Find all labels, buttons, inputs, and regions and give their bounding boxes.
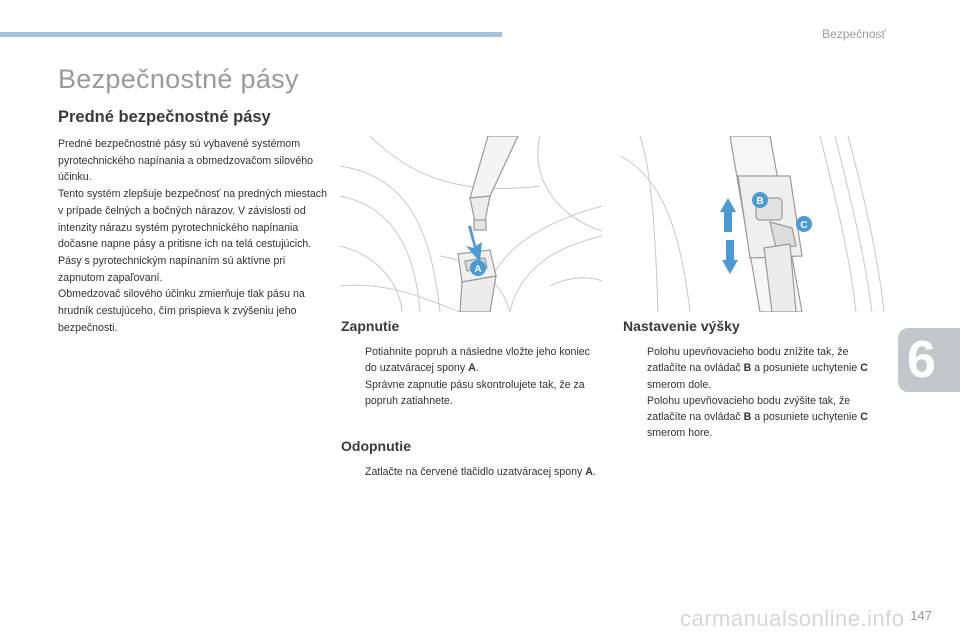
- buckle-illustration: [340, 136, 602, 312]
- chapter-tab: [898, 328, 960, 392]
- label-a-badge: [470, 260, 486, 276]
- section-name: Bezpečnosť: [822, 27, 886, 41]
- intro-paragraph: Obmedzovač silového účinku zmierňuje tlak pásu na hrudník cestujúceho, čím prispieva k zvýšeniu jeho bezpečnosti.: [58, 288, 305, 334]
- buckle-drawing: [340, 136, 602, 312]
- page-title: Bezpečnostné pásy: [58, 64, 299, 94]
- list-item-text: Polohu upevňovacieho bodu zvýšite tak, že zatlačíte na ovládač: [647, 394, 851, 424]
- list-item-text: Zatlačte na červené tlačidlo uzatváracej spony: [365, 466, 586, 479]
- list-item-mid: a posuniete uchytenie: [751, 411, 861, 424]
- list-item: [341, 377, 601, 409]
- list-item-bold: A: [585, 466, 593, 479]
- height-adjust-illustration: [620, 136, 888, 312]
- list-item-mid: a posuniete uchytenie: [751, 362, 861, 375]
- list-item-bold: C: [860, 411, 868, 424]
- list-item-text: Polohu upevňovacieho bodu znížite tak, že zatlačíte na ovládač: [647, 346, 849, 375]
- list-item: [341, 344, 601, 376]
- height-adjustment-title: Nastavenie výšky: [623, 318, 740, 334]
- list-item-tail: .: [592, 466, 596, 479]
- sub-title: Predné bezpečnostné pásy: [58, 108, 271, 126]
- label-b-badge: [752, 192, 768, 208]
- intro-paragraph: Tento systém zlepšuje bezpečnosť na predných miestach v prípade čelných a bočných nárazov. V závislosti od intenzity nárazu systém pyrotechnického napínania dočasne napne pásy a pritisne ich na telá cestujúcich.: [58, 188, 327, 251]
- header-accent-bar: [0, 32, 502, 37]
- list-item: [341, 464, 601, 480]
- up-arrow-icon: [720, 198, 736, 232]
- watermark: carmanualsonline.info: [680, 606, 905, 631]
- fastening-title: Zapnutie: [341, 318, 400, 334]
- unfastening-title: Odopnutie: [341, 438, 411, 454]
- list-item-bold: B: [743, 411, 752, 424]
- list-item-bold: A: [468, 362, 476, 375]
- down-arrow-icon: [722, 240, 738, 274]
- list-item-tail: smerom dole.: [647, 378, 712, 391]
- list-item: [623, 393, 883, 442]
- intro-paragraph: Predné bezpečnostné pásy sú vybavené systémom pyrotechnického napínania a obmedzovačom silového účinku.: [58, 138, 314, 184]
- list-item-tail: smerom hore.: [647, 427, 713, 440]
- list-item-text: Potiahnite popruh a následne vložte jeho koniec do uzatváracej spony: [365, 346, 590, 375]
- intro-text: [58, 136, 328, 336]
- list-item-bold: B: [743, 362, 752, 375]
- list-item-bold: C: [860, 362, 868, 375]
- label-b: B: [756, 196, 764, 207]
- list-item-tail: .: [475, 362, 479, 375]
- chapter-number: 6: [907, 331, 936, 389]
- label-c: C: [800, 220, 808, 231]
- page-number: 147: [910, 608, 932, 623]
- height-adjust-drawing: [620, 136, 888, 312]
- label-a: A: [474, 264, 482, 275]
- label-c-badge: [796, 216, 812, 232]
- height-adjustment-section: [623, 318, 883, 441]
- list-item: [623, 344, 883, 393]
- unfastening-section: [341, 438, 601, 480]
- intro-paragraph: Pásy s pyrotechnickým napínaním sú aktívne pri zapnutom zapaľovaní.: [58, 254, 286, 284]
- list-item-text: Správne zapnutie pásu skontrolujete tak, že za popruh zatiahnete.: [365, 378, 585, 407]
- fastening-section: [341, 318, 601, 409]
